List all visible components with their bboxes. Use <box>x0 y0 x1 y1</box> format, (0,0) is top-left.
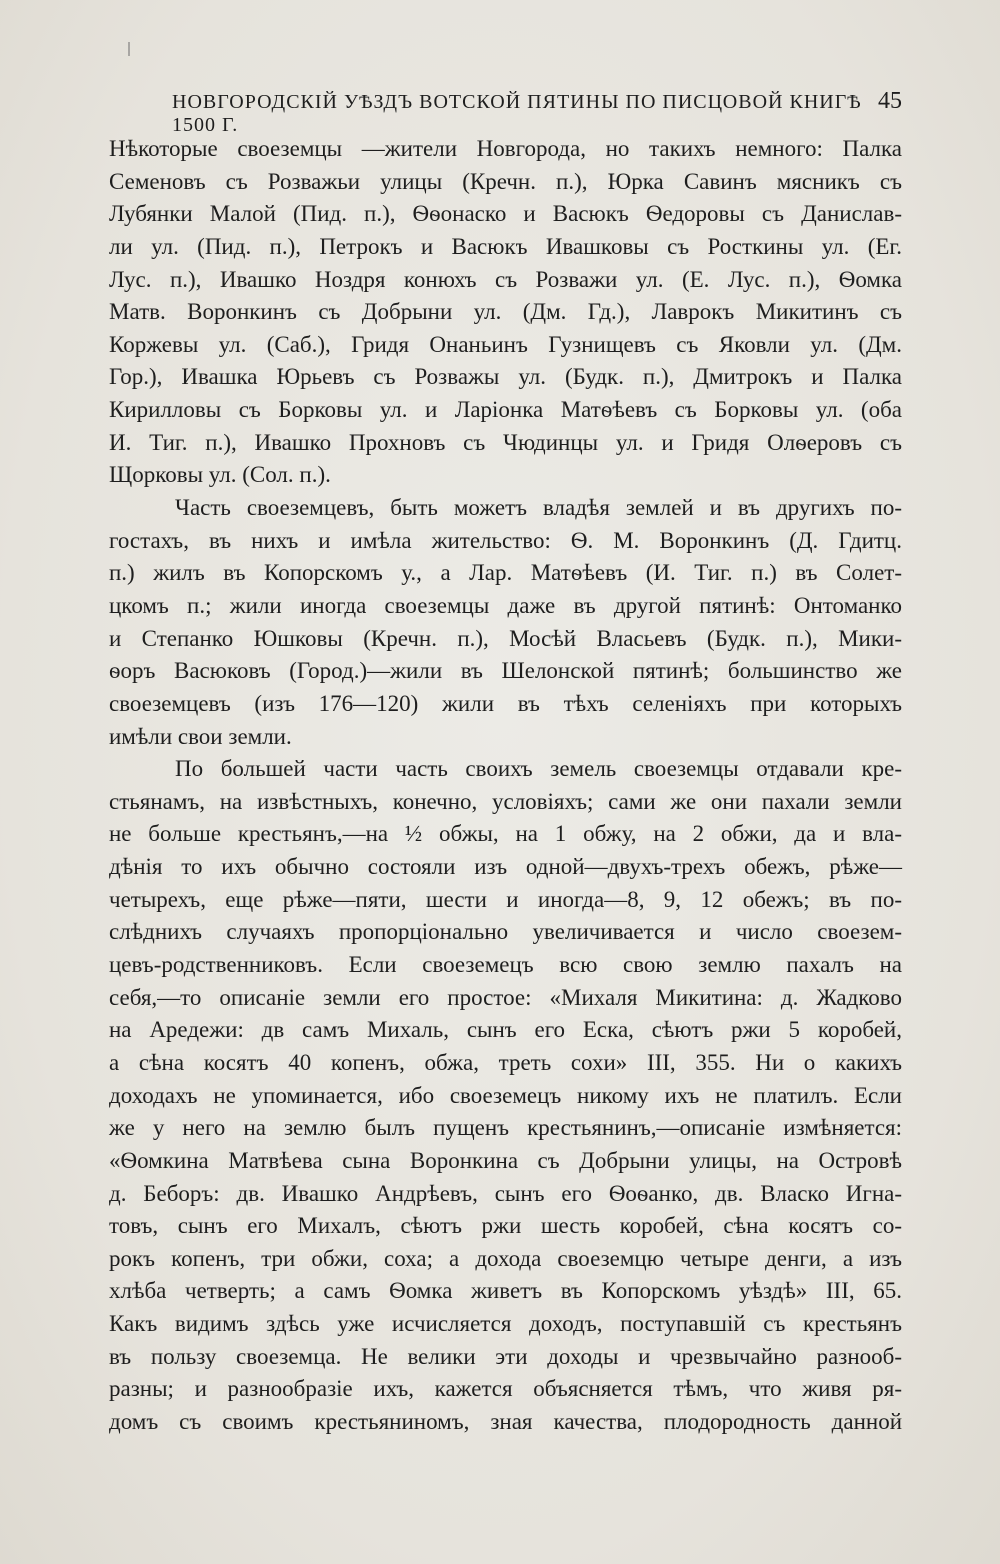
text-line: Лус. п.), Ивашко Ноздря конюхъ съ Розважи ул. (Е. Лус. п.), Ѳомка <box>109 266 902 292</box>
paragraph-2 <box>109 492 902 753</box>
text-line: не больше крестьянъ,—на ½ обжы, на 1 обжу, на 2 обжи, да и вла- <box>109 821 902 847</box>
paragraph-3 <box>109 753 902 1438</box>
text-line: д. Беборъ: дв. Ивашко Андрѣевъ, сынъ его Ѳоѳанко, дв. Власко Игна- <box>109 1180 902 1206</box>
text-line: хлѣба четверть; а самъ Ѳомка живетъ въ Копорскомъ уѣздѣ» III, 65. <box>109 1278 902 1304</box>
text-line: себя,—то описаніе земли его простое: «Михаля Микитина: д. Жадково <box>109 984 902 1010</box>
body-text <box>109 133 902 1439</box>
text-line: Семеновъ съ Розважьи улицы (Кречн. п.), Юрка Савинъ мясникъ съ <box>109 168 902 194</box>
text-line: доходахъ не упоминается, ибо своеземецъ никому ихъ не платилъ. Если <box>109 1082 902 1108</box>
text-line: цкомъ п.; жили иногда своеземцы даже въ другой пятинѣ: Онтоманко <box>109 592 902 618</box>
text-line: Щорковы ул. (Сол. п.). <box>109 462 331 488</box>
text-line: дѣнія то ихъ обычно состояли изъ одной—двухъ-трехъ обежъ, рѣже— <box>109 854 902 880</box>
page-header <box>172 88 902 137</box>
text-line: рокъ копенъ, три обжи, соха; а дохода своеземцю четыре денги, а изъ <box>109 1245 902 1271</box>
text-line: Нѣкоторые своеземцы —жители Новгорода, но такихъ немного: Палка <box>109 136 902 161</box>
text-line: же у него на землю былъ пущенъ крестьянинъ,—описаніе измѣняется: <box>109 1115 902 1141</box>
text-line: разны; и разнообразіе ихъ, кажется объясняется тѣмъ, что живя ря- <box>109 1376 902 1402</box>
print-speck <box>128 42 130 56</box>
text-line: имѣли свои земли. <box>109 723 292 749</box>
text-line: гостахъ, въ нихъ и имѣла жительство: Ѳ. М. Воронкинъ (Д. Гдитц. <box>109 527 902 553</box>
text-line: Гор.), Ивашка Юрьевъ съ Розважы ул. (Будк. п.), Дмитрокъ и Палка <box>109 364 902 390</box>
text-line: домъ съ своимъ крестьяниномъ, зная качества, плодородность данной <box>109 1408 902 1434</box>
text-line: Коржевы ул. (Саб.), Гридя Онаньинъ Гузнищевъ съ Яковли ул. (Дм. <box>109 331 902 357</box>
text-line: въ пользу своеземца. Не велики эти доходы и чрезвычайно разнооб- <box>109 1343 902 1369</box>
text-line: и Степанко Юшковы (Кречн. п.), Мосѣй Власьевъ (Будк. п.), Мики- <box>109 625 902 651</box>
running-head: НОВГОРОДСКІЙ УѢЗДЪ ВОТСКОЙ ПЯТИНЫ ПО ПИСЦОВОЙ КНИГѢ 1500 Г. <box>172 91 862 136</box>
text-line: По большей части часть своихъ земель своеземцы отдавали кре- <box>175 756 902 782</box>
text-line: а сѣна косятъ 40 копенъ, обжа, треть сохи» III, 355. Ни о какихъ <box>109 1049 902 1075</box>
text-line: своеземцевъ (изъ 176—120) жили въ тѣхъ селеніяхъ при которыхъ <box>109 690 902 716</box>
text-line: товъ, сынъ его Михалъ, сѣютъ ржи шесть коробей, сѣна косятъ со- <box>109 1213 902 1239</box>
text-line: Матв. Воронкинъ съ Добрыни ул. (Дм. Гд.), Лаврокъ Микитинъ съ <box>109 299 902 325</box>
text-line: Лубянки Малой (Пид. п.), Ѳѳонаско и Васюкъ Ѳедоровы съ Данислав- <box>109 201 902 227</box>
text-line: стьянамъ, на извѣстныхъ, конечно, условіяхъ; сами же они пахали земли <box>109 788 902 814</box>
text-line: ѳоръ Васюковъ (Город.)—жили въ Шелонской пятинѣ; большинство же <box>109 658 902 684</box>
text-line: И. Тиг. п.), Ивашко Прохновъ съ Чюдинцы ул. и Гридя Олѳеровъ съ <box>109 429 902 455</box>
page-number: 45 <box>878 88 902 114</box>
text-line: цевъ-родственниковъ. Если своеземецъ всю свою землю пахалъ на <box>109 952 902 978</box>
text-line: п.) жилъ въ Копорскомъ у., а Лар. Матѳѣевъ (И. Тиг. п.) въ Солет- <box>109 560 902 586</box>
text-line: на Аредежи: дв самъ Михаль, сынъ его Еска, сѣютъ ржи 5 коробей, <box>109 1017 902 1043</box>
paragraph-1 <box>109 133 902 492</box>
text-line: ли ул. (Пид. п.), Петрокъ и Васюкъ Ивашковы съ Росткины ул. (Ег. <box>109 233 902 259</box>
text-line: Часть своеземцевъ, быть можетъ владѣя землей и въ другихъ по- <box>175 495 902 521</box>
text-line: Какъ видимъ здѣсь уже исчисляется доходъ, поступавшій съ крестьянъ <box>109 1311 902 1337</box>
text-line: четырехъ, еще рѣже—пяти, шести и иногда—8, 9, 12 обежъ; въ по- <box>109 886 902 912</box>
text-line: слѣднихъ случаяхъ пропорціонально увеличивается и число своезем- <box>109 919 902 945</box>
text-line: «Ѳомкина Матвѣева сына Воронкина съ Добрыни улицы, на Островѣ <box>109 1147 902 1173</box>
text-line: Кирилловы съ Борковы ул. и Ларіонка Матѳѣевъ съ Борковы ул. (оба <box>109 397 902 423</box>
